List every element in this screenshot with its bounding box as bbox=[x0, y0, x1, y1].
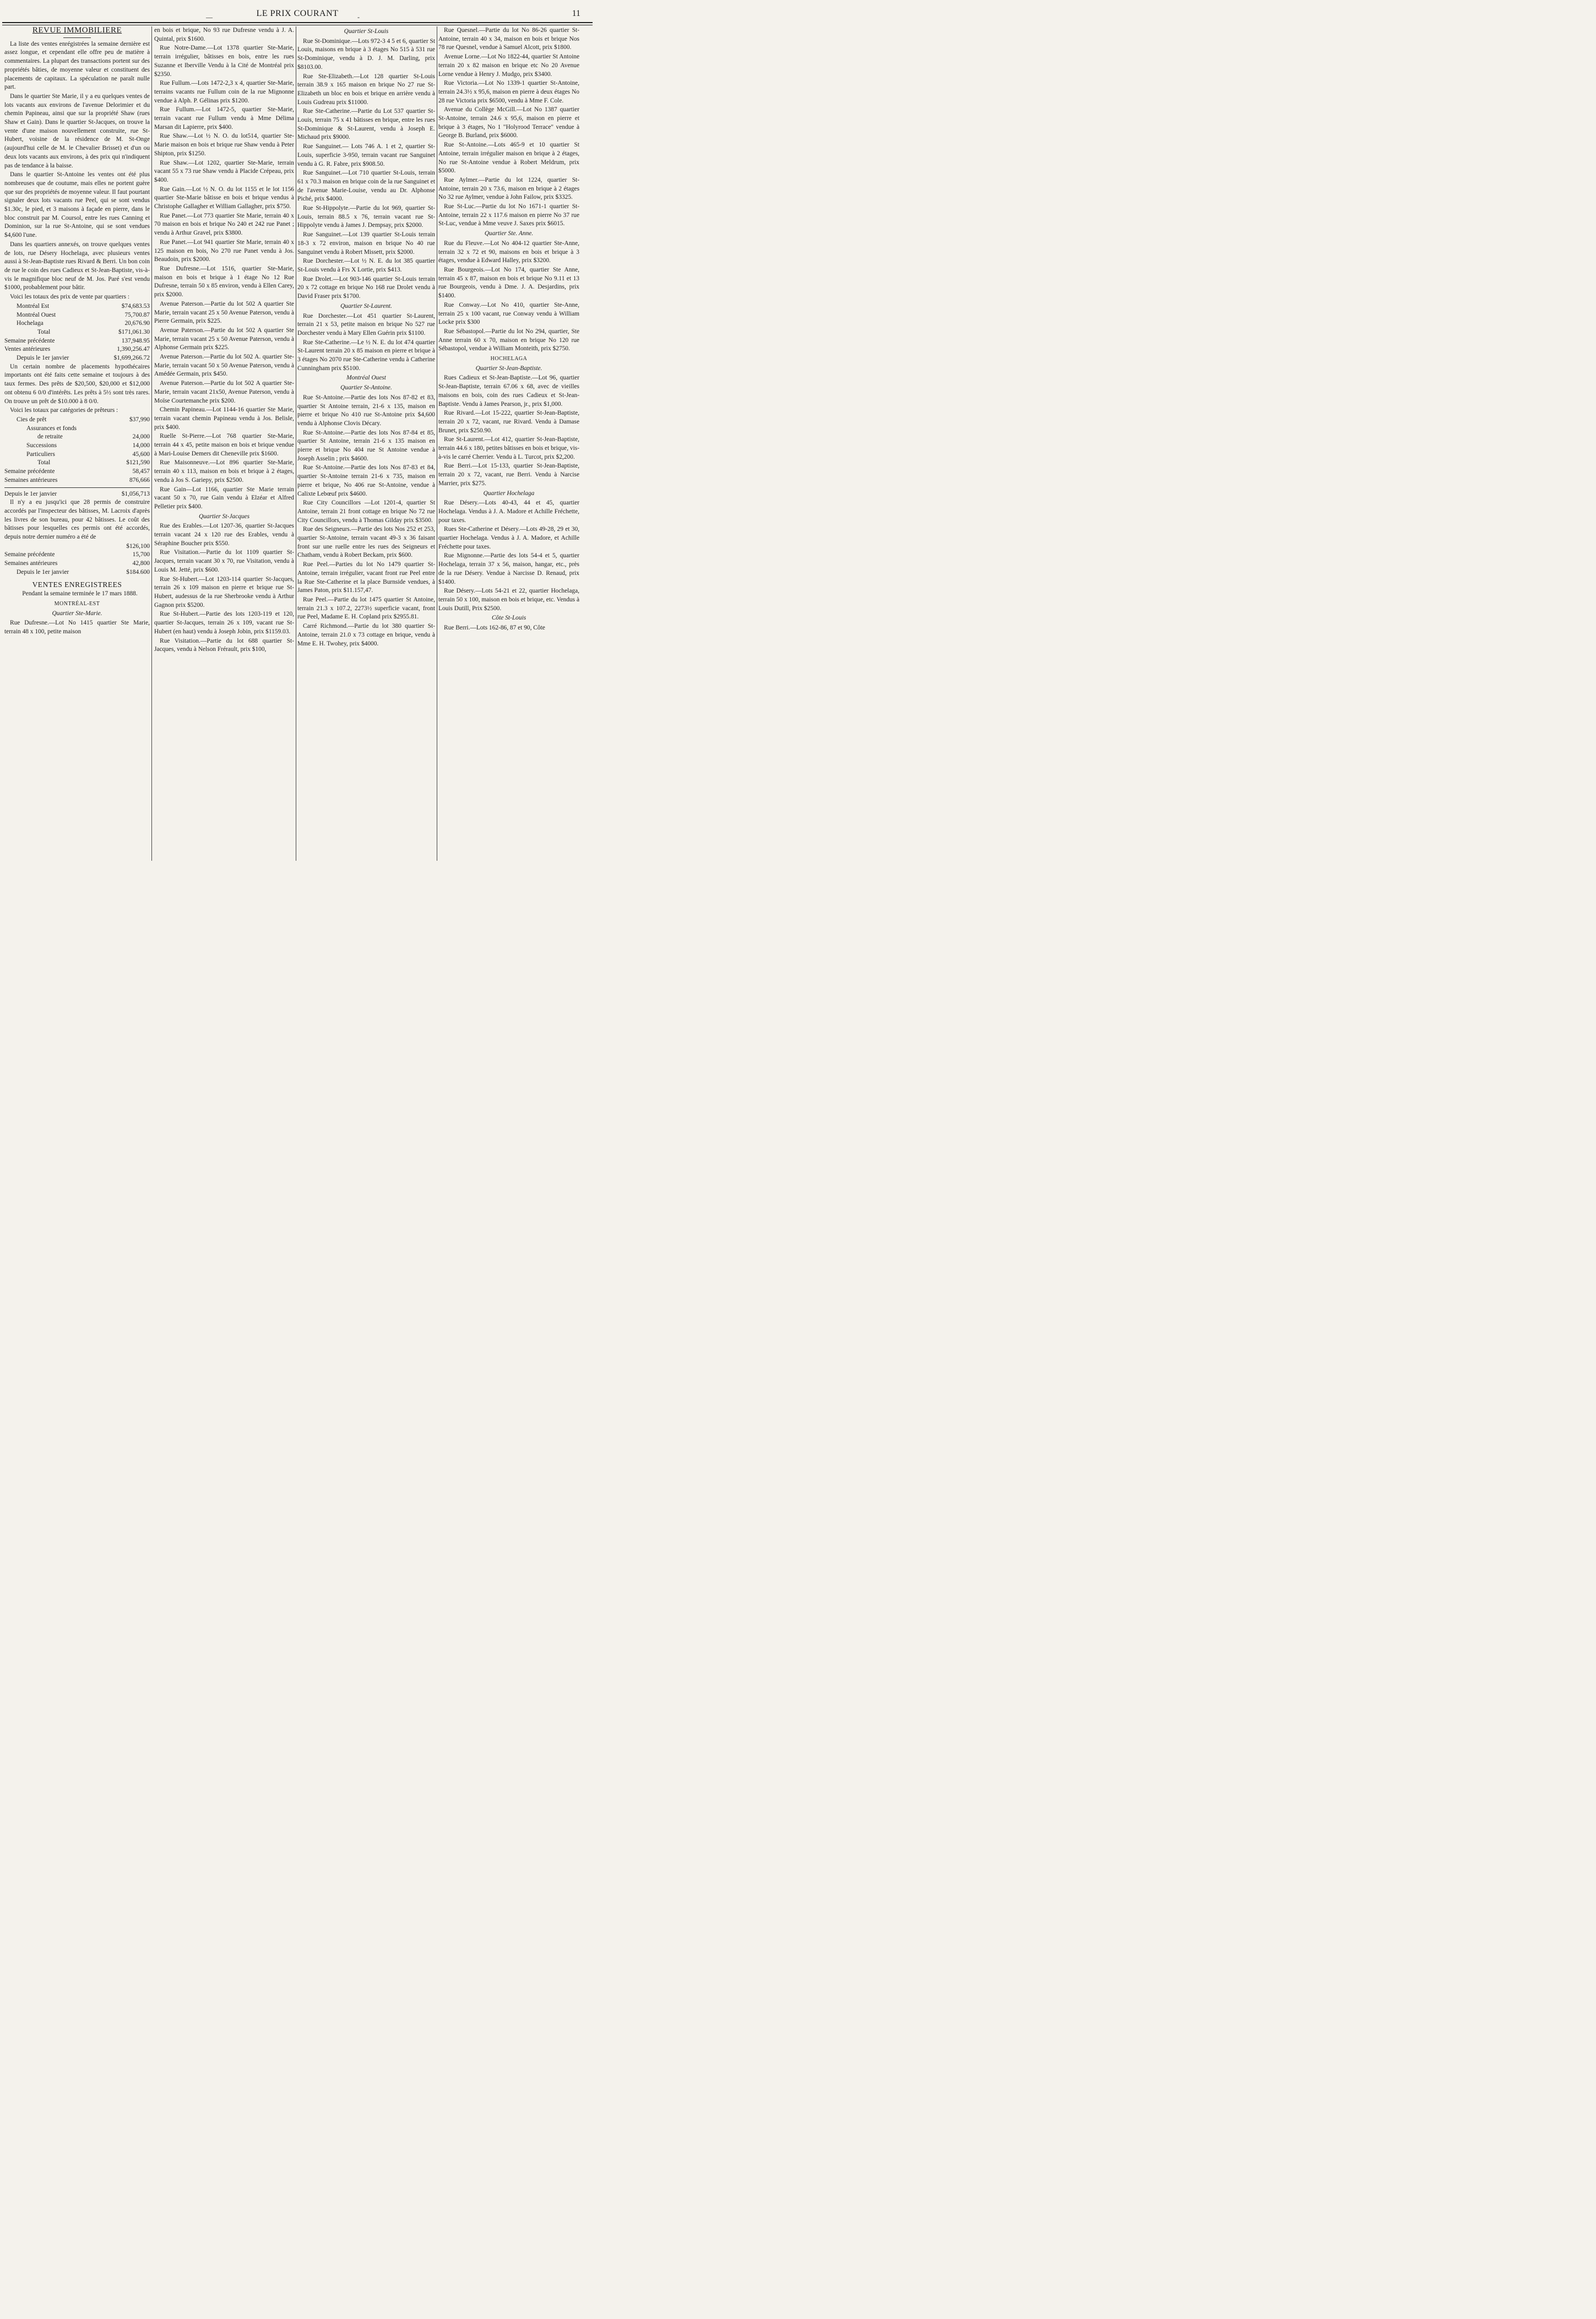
header-right-mark: - bbox=[357, 13, 360, 21]
listing-entry: Rue Conway.—Lot No 410, quartier Ste-Anne, terrain 25 x 100 vacant, rue Conway vendu à William Locke prix $300 bbox=[438, 301, 579, 326]
totals-row bbox=[4, 560, 150, 568]
paragraph: Pendant la semaine terminée le 17 mars 1888. bbox=[22, 590, 138, 598]
row-label: Semaines antérieures bbox=[4, 476, 58, 484]
paragraph: Voici les totaux des prix de vente par quartiers : bbox=[10, 294, 130, 301]
listing-entry: Rue Bourgeois.—Lot No 174, quartier Ste Anne, terrain 45 x 87, maison en bois et brique No 9.11 et 13 rue Bourgeois, vendu à Dme. J. A. Desjardins, prix $1400. bbox=[438, 266, 579, 300]
listing-entry: Avenue Paterson.—Partie du lot 502 A. quartier Ste-Marie, terrain vacant 50 x 50 Avenue Paterson, vendu à Amédée Germain, prix $450. bbox=[154, 354, 294, 378]
row-value: $1,056,713 bbox=[121, 490, 150, 497]
row-value: $121,590 bbox=[126, 459, 150, 466]
listing-entry: Rue Maisonneuve.—Lot 896 quartier Ste-Marie, terrain 40 x 113, maison en bois et brique à 2 étages, vendu à Jos S. Gariepy, prix $2500. bbox=[154, 459, 294, 484]
totals-row bbox=[4, 450, 150, 459]
listing-entry: Avenue Paterson.—Partie du lot 502 A quartier Ste-Marie, terrain vacant 21x50, Avenue Paterson, vendu à Moïse Courtemanche prix $200. bbox=[154, 380, 294, 404]
paragraph: Dans le quartier Ste Marie, il y a eu quelques ventes de lots vacants aux environs de l'avenue Delorimier et du chemin Papineau, ainsi que sur la propriété Shaw (rues Shaw et Gain). Dans le quartier St-Jacques, on trouve la vente d'une maison nouvellement construite, rue St-Hubert, voisine de la résidence de M. St-Onge (aujourd'hui celle de M. le Chevalier Brisset) et d'un ou deux lots vacants aux environs, à des prix qui n'indiquent pas de tendance à la baisse. bbox=[4, 93, 150, 169]
listing-entry: Rue Berri.—Lots 162-86, 87 et 90, Côte bbox=[444, 624, 545, 632]
listing-entry: Rue Victoria.—Lot No 1339-1 quartier St-Antoine, terrain 24.3½ x 95,6, maison en pierre à deux étages No 28 rue Victoria prix $6500, vendu à Mme F. Cole. bbox=[438, 80, 579, 104]
totals-row bbox=[4, 468, 150, 476]
listing-entry: Rue des Seigneurs.—Partie des lots Nos 252 et 253, quartier St-Antoine, terrain vacant 49-3 x 36 faisant front sur une ruelle entre les rues des Seigneurs et Chatham, vendu à Robert Beckam, prix $600. bbox=[297, 526, 435, 559]
listing-entry: Ruelle St-Pierre.—Lot 768 quartier Ste-Marie, terrain 44 x 45, petite maison en bois et brique vendue à Mari-Louise Demers dit Cheneville prix $1600. bbox=[154, 433, 294, 457]
row-label: Montréal Est bbox=[17, 302, 50, 309]
listing-entry: Rue Ste-Catherine.—Partie du Lot 537 quartier St-Louis, terrain 75 x 41 bâtisses en brique, entre les rues St-Dominique & St-Laurent, vendu à Joseph E. Michaud prix $9000. bbox=[297, 108, 435, 141]
paragraph: Dans le quartier St-Antoine les ventes ont été plus nombreuses que de coutume, mais elles ne portent guère que sur des propriétés de moyenne valeur. Il faut pourtant signaler deux lots vacants rue Peel, qui se sont vendus $1.30c, le pied, et 3 maisons à façade en pierre, dans le bloc construit par M. Coursol, entre les rues Canning et Dominion, sur la rue St-Antoine, qui se sont vendues $4,600 l'une. bbox=[4, 171, 150, 239]
listing-entry: Rue Rivard.—Lot 15-222, quartier St-Jean-Baptiste, terrain 20 x 72, vacant, rue Rivard. Vendu à Damase Brunet, prix $250.90. bbox=[438, 410, 579, 434]
listing-entry: Rue Quesnel.—Partie du lot No 86-26 quartier St-Antoine, terrain 40 x 34, maison en bois et brique Nos 78 rue Quesnel, vendue à Samuel Alcott, prix $1800. bbox=[438, 27, 579, 51]
listing-entry: Rue Ste-Elizabeth.—Lot 128 quartier St-Louis terrain 38.9 x 165 maison en brique No 27 rue St-Elizabeth un bloc en bois et brique en arrière vendu à Louis Gudreau prix $11000. bbox=[297, 73, 435, 106]
listing-entry: Rue Drolet.—Lot 903-146 quartier St-Louis terrain 20 x 72 cottage en brique No 168 rue Drolet vendu à David Fraser prix $1700. bbox=[297, 275, 435, 300]
column-2 bbox=[154, 26, 294, 861]
quartier-heading: Quartier Hochelaga bbox=[483, 490, 535, 497]
row-label: Depuis le 1er janvier bbox=[4, 490, 57, 497]
quartier-heading: Quartier Ste. Anne. bbox=[484, 230, 534, 237]
totals-row bbox=[4, 551, 150, 560]
listing-entry: Rue Gain—Lot 1166, quartier Ste Marie terrain vacant 50 x 70, rue Gain vendu à Elzéar et Alfred Pelletier prix $400. bbox=[154, 486, 294, 510]
totals-row bbox=[4, 328, 150, 337]
totals-row bbox=[4, 416, 150, 425]
row-value: $1,699,266.72 bbox=[113, 355, 150, 362]
row-label: Particuliers bbox=[26, 450, 55, 458]
column-divider bbox=[151, 26, 152, 861]
column-3 bbox=[297, 26, 435, 861]
row-value: $37,990 bbox=[129, 416, 150, 423]
listing-entry: Rue St-Antoine.—Lots 465-9 et 10 quartier St Antoine, terrain irrégulier maison en brique à 2 étages, No rue St-Antoine vendue à Robert Meldrum, prix $5000. bbox=[438, 142, 579, 175]
listing-entry: Rue Sébastopol.—Partie du lot No 294, quartier, Ste Anne terrain 60 x 70, maison en brique No 120 rue Sébastopol, vendue à William Monteith, prix $2750. bbox=[438, 328, 579, 352]
section-title: VENTES ENREGISTREES bbox=[32, 580, 122, 589]
listing-entry: Rue Désery.—Lots 54-21 et 22, quartier Hochelaga, terrain 50 x 100, maison en bois et brique, etc. Vendus à Louis Dutill, Prix $2500. bbox=[438, 588, 579, 612]
quartier-heading: Quartier Ste-Marie. bbox=[52, 610, 102, 617]
totals-row bbox=[4, 345, 150, 354]
listing-entry: Rue Visitation.—Partie du lot 688 quartier St-Jacques, vendu à Nelson Frérault, prix $100, bbox=[154, 637, 294, 653]
row-label: Successions bbox=[26, 442, 57, 449]
listing-entry: Avenue du Collège McGill.—Lot No 1387 quartier St-Antoine, terrain 24.6 x 95,6, maison en pierre et brique à 3 étages, No 1 "Holyrood Terrace" vendue à George B. Burland, prix $6000. bbox=[438, 106, 579, 139]
row-label: de retraite bbox=[37, 433, 63, 441]
listing-entry: Rue Fullum.—Lot 1472-5, quartier Ste-Marie, terrain vacant rue Fullum vendu à Mme Délima Marsan dit Lapierre, prix $400. bbox=[154, 106, 294, 131]
publication-title: LE PRIX COURANT bbox=[256, 9, 339, 18]
paragraph: Voici les totaux par catégories de prêteurs : bbox=[10, 407, 118, 414]
column-1 bbox=[4, 26, 150, 861]
listing-entry: Avenue Paterson.—Partie du lot 502 A quartier Ste Marie, terrain vacant 25 x 50 Avenue Paterson, vendu à Alphonse Germain prix $225. bbox=[154, 327, 294, 351]
listing-entry: Rue Shaw.—Lot 1202, quartier Ste-Marie, terrain vacant 55 x 73 rue Shaw vendu à Placide Crépeau, prix $400. bbox=[154, 159, 294, 183]
totals-row bbox=[4, 319, 150, 328]
row-value: 876,666 bbox=[129, 476, 150, 484]
totals-row bbox=[4, 476, 150, 485]
divider bbox=[4, 487, 150, 488]
paragraph: Il n'y a eu jusqu'ici que 28 permis de construire accordés par l'inspecteur des bâtisses, M. Lacroix d'après les livres de son bureau, pour 42 bâtisses. Le coût des bâtisses pour lesquelles ces permis ont été accordés, depuis notre dernier numéro a été de bbox=[4, 499, 150, 541]
quartier-heading: Quartier St-Jacques bbox=[198, 513, 250, 520]
row-label: Semaine précédente bbox=[4, 468, 55, 475]
row-label: Total bbox=[37, 459, 51, 466]
listing-entry: Rue Panet.—Lot 941 quartier Ste Marie, terrain 40 x 125 maison en bois, No 270 rue Panet vendu à Jos. Beaudoin, prix $2000. bbox=[154, 238, 294, 263]
district-heading: HOCHELAGA bbox=[490, 356, 528, 362]
page-number: 11 bbox=[572, 9, 580, 18]
listing-entry: Rue St-Antoine.—Partie des lots Nos 87-82 et 83, quartier St Antoine terrain, 21-6 x 135, maison en pierre et brique No 410 rue St-Antoine prix $4,600 vendu à Alphonse Clovis Décary. bbox=[297, 394, 435, 427]
listing-entry: Rue Gain.—Lot ½ N. O. du lot 1155 et le lot 1156 quartier Ste-Marie bâtisse en bois et brique vendus à Christophe Gallagher et William Gallagher, prix $750. bbox=[154, 186, 294, 210]
listing-entry: Rue St-Dominique.—Lots 972-3 4 5 et 6, quartier St Louis, maisons en brique à 3 étages No 515 à 531 rue St-Dominique, vendu à D. J. M. Darling, prix $8103.00. bbox=[297, 37, 435, 70]
listing-entry: Rue St-Hubert.—Partie des lots 1203-119 et 120, quartier St-Jacques, terrain 26 x 109, vacant rue St-Hubert (en haut) vendu à Joseph Jobin, prix $1159.03. bbox=[154, 611, 294, 635]
quartier-heading: Côte St-Louis bbox=[491, 615, 526, 622]
listing-entry: Rue Peel.—Parties du lot No 1479 quartier St-Antoine, terrain irrégulier, vacant front rue Peel entre la Rue Ste-Catherine et la place Burnside vendues, à James Paton, prix $11.157,47. bbox=[297, 561, 435, 594]
row-label: Hochelaga bbox=[17, 320, 44, 327]
listing-entry: Rue Fullum.—Lots 1472-2,3 x 4, quartier Ste-Marie, terrains vacants rue Fullum coin de la rue Mignonne vendue à Alph. P. Gélinas prix $1200. bbox=[154, 80, 294, 104]
row-value: 42,800 bbox=[132, 560, 150, 567]
listing-entry: Avenue Lorne.—Lot No 1822-44, quartier St Antoine terrain 20 x 82 maison en brique etc No 20 Avenue Lorne vendue à Henry J. Mudgo, prix $3400. bbox=[438, 53, 579, 78]
listing-entry: Rue Ste-Catherine.—Le ½ N. E. du lot 474 quartier St-Laurent terrain 20 x 85 maison en pierre et brique à 3 étages No 2070 rue Ste-Catherine vendu à Catherine Cunningham prix $5100. bbox=[297, 339, 435, 372]
row-label: Depuis le 1er janvier bbox=[17, 355, 69, 362]
header-left-mark: — bbox=[206, 13, 213, 21]
row-value: 20,676.90 bbox=[124, 320, 150, 327]
row-label: Semaine précédente bbox=[4, 551, 55, 558]
quartier-heading: Quartier St-Laurent. bbox=[340, 302, 392, 309]
row-label: Montréal Ouest bbox=[17, 311, 56, 318]
page-header bbox=[2, 8, 593, 23]
listing-entry: Rue Dufresne.—Lot No 1415 quartier Ste Marie, terrain 48 x 100, petite maison bbox=[4, 620, 150, 636]
paragraph: Dans les quartiers annexés, on trouve quelques ventes de lots, rue Désery Hochelaga, avec plusieurs ventes aussi à St-Jean-Baptiste rues Rivard & Berri. Un bon coin de rue le coin des rues Cadieux et St-Jean-Baptiste, vis-à-vis le magnifique bloc neuf de M. Jos. Paré s'est vendu $1000, probablement pour bâtir. bbox=[4, 241, 150, 291]
totals-row bbox=[4, 542, 150, 551]
listing-entry: Rues Cadieux et St-Jean-Baptiste.—Lot 96, quartier St-Jean-Baptiste, terrain 67.06 x 68, avec de vieilles maisons en bois, coin des rues Cadieux et St-Jean-Baptiste. Vendu à James Pearson, jr., prix $1,000. bbox=[438, 374, 579, 408]
listing-entry: en bois et brique, No 93 rue Dufresne vendu à J. A. Quintal, prix $1600. bbox=[154, 27, 294, 42]
totals-row bbox=[4, 311, 150, 320]
listing-entry: Rue Sanguinet.— Lots 746 A. 1 et 2, quartier St-Louis, superficie 3-950, terrain vacant rue Sanguinet vendu à G. R. Fabre, prix $908.50. bbox=[297, 143, 435, 167]
listing-entry: Rue St-Antoine.—Partie des lots Nos 87-84 et 85, quartier St Antoine, terrain 21-6 x 135 maison en pierre et brique No 404 rue St Antoine vendue à Joseph Asselin ; prix $4600. bbox=[297, 429, 435, 462]
paragraph: Un certain nombre de placements hypothécaires importants ont été faits cette semaine et toujours à des taux fermes. Des prêts de $20,500, $20,000 et $12,000 ont obtenu 6 0/0 d'intérêts. Les prêts à 5½ sont très rares. On trouve un prêt de $10.000 à 8 0/0. bbox=[4, 363, 150, 405]
listing-entry: Rue St-Luc.—Partie du lot No 1671-1 quartier St-Antoine, terrain 22 x 117.6 maison en pierre No 37 rue St-Luc, vendue à Mme veuve J. Saxes prix $6015. bbox=[438, 203, 579, 227]
listing-entry: Rue St-Hippolyte.—Partie du lot 969, quartier St-Louis, terrain 88.5 x 76, terrain vacant rue St-Hippolyte vendu à James J. Dempsay, prix $2000. bbox=[297, 205, 435, 229]
totals-row bbox=[4, 337, 150, 346]
newspaper-page bbox=[0, 0, 595, 864]
row-value: $171,061.30 bbox=[118, 328, 150, 335]
totals-row bbox=[4, 490, 150, 499]
row-label: Total bbox=[37, 328, 51, 335]
totals-row bbox=[4, 302, 150, 311]
row-value: 58,457 bbox=[132, 468, 150, 475]
listing-entry: Rue St-Antoine.—Partie des lots Nos 87-83 et 84, quartier St-Antoine terrain 21-6 x 735, maison en pierre et brique, No 406 rue St-Antoine, vendue à Calixte Lebœuf prix $4600. bbox=[297, 464, 435, 497]
listing-entry: Rues Ste-Catherine et Désery.—Lots 49-28, 29 et 30, quartier Hochelaga. Vendus à J. A. Madore, et Achille Fréchette pour taxes. bbox=[438, 526, 579, 550]
row-value: 1,390,256.47 bbox=[117, 346, 150, 353]
listing-entry: Rue Berri.—Lot 15-133, quartier St-Jean-Baptiste, terrain 20 x 72, vacant, rue Berri. Vendu à Narcise Marrier, prix $275. bbox=[438, 463, 579, 487]
row-label: Cies de prêt bbox=[17, 416, 47, 423]
listing-entry: Rue Visitation.—Partie du lot 1109 quartier St-Jacques, terrain vacant 30 x 70, rue Visitation, vendu à Louis M. Jetté, prix $600. bbox=[154, 549, 294, 573]
totals-row bbox=[4, 442, 150, 450]
paragraph: La liste des ventes enrégistrées la semaine dernière est assez longue, et cependant elle offre peu de matière à commentaires. La plupart des transactions portent sur des propriétés bâties, de moyenne valeur et constituent des placements de capitaux. La spéculation ne paraît nulle part. bbox=[4, 40, 150, 91]
totals-row bbox=[4, 354, 150, 363]
listing-entry: Rue des Erables.—Lot 1207-36, quartier St-Jacques terrain vacant 24 x 120 rue des Erables, vendu à Séraphine Boucher prix $550. bbox=[154, 523, 294, 547]
row-value: $184.600 bbox=[126, 568, 150, 575]
row-value: 15,700 bbox=[132, 551, 150, 558]
row-value: 45,600 bbox=[132, 450, 150, 458]
quartier-heading: Quartier St-Antoine. bbox=[340, 384, 392, 392]
row-label: Ventes antérieures bbox=[4, 346, 51, 353]
column-4 bbox=[438, 26, 579, 861]
listing-entry: Rue St-Hubert.—Lot 1203-114 quartier St-Jacques, terrain 26 x 109 maison en pierre et brique rue St-Hubert, audessus de la rue Sherbrooke vendu à Arthur Gagnon prix $5200. bbox=[154, 575, 294, 609]
listing-entry: Chemin Papineau.—Lot 1144-16 quartier Ste Marie, terrain vacant chemin Papineau vendu à Jos. Belisle, prix $400. bbox=[154, 406, 294, 431]
listing-entry: Rue Dorchester.—Lot ½ N. E. du lot 385 quartier St-Louis vendu à Frs X Lortie, prix $413. bbox=[297, 258, 435, 273]
row-label: Semaine précédente bbox=[4, 337, 55, 344]
title-rule bbox=[63, 37, 91, 38]
row-value: 137,948.95 bbox=[121, 337, 150, 344]
listing-entry: Rue Mignonne.—Partie des lots 54-4 et 5, quartier Hochelaga, terrain 37 x 56, maison, hangar, etc., près de la rue Désery. Vendue à Narcisse D. Renaud, prix $1400. bbox=[438, 552, 579, 585]
totals-row bbox=[4, 568, 150, 577]
listing-entry: Rue Aylmer.—Partie du lot 1224, quartier St-Antoine, terrain 20 x 73.6, maison en brique à 2 étages No 32 rue Aylmer, vendue à John Failow, prix $3325. bbox=[438, 176, 579, 201]
row-value: 14,000 bbox=[132, 442, 150, 449]
district-heading: Montréal Ouest bbox=[346, 374, 386, 382]
listing-entry: Carré Richmond.—Partie du lot 380 quartier St-Antoine, terrain 21.0 x 73 cottage en brique, vendu à Mme E. H. Twohey, prix $4000. bbox=[297, 623, 435, 647]
listing-entry: Avenue Paterson.—Partie du lot 502 A quartier Ste Marie, terrain vacant 25 x 50 Avenue Paterson, vendu à Pierre Germain, prix $225. bbox=[154, 300, 294, 325]
listing-entry: Rue St-Laurent.—Lot 412, quartier St-Jean-Baptiste, terrain 44.6 x 180, petites bâtisses en bois et brique, vis-à-vis le carré Cherrier. Vendu à L. Turcot, prix $2,200. bbox=[438, 436, 579, 460]
quartier-heading: Quartier St-Jean-Baptiste. bbox=[475, 365, 542, 372]
row-label: Assurances et fonds bbox=[26, 425, 77, 432]
row-value: $126,100 bbox=[126, 542, 150, 550]
totals-row bbox=[4, 459, 150, 468]
district-heading: MONTRÉAL-EST bbox=[54, 601, 100, 607]
listing-entry: Rue Désery.—Lots 40-43, 44 et 45, quartier Hochelaga. Vendus à J. A. Madore et Achille Fréchette, pour taxes. bbox=[438, 499, 579, 524]
listing-entry: Rue Sanguinet.—Lot 139 quartier St-Louis terrain 18-3 x 72 environ, maison en brique No 40 rue Sanguinet vendu à Robert Missett, prix $2000. bbox=[297, 231, 435, 256]
row-value: $74,683.53 bbox=[121, 302, 150, 309]
row-label: Semaines antérieures bbox=[4, 560, 58, 567]
listing-entry: Rue Peel.—Partie du lot 1475 quartier St Antoine, terrain 21.3 x 107.2, 2273½ superficie vacant, front rue Peel, Madame E. H. Copland prix $2955.81. bbox=[297, 596, 435, 621]
totals-row bbox=[4, 433, 150, 442]
quartier-heading: Quartier St-Louis bbox=[344, 28, 389, 35]
listing-entry: Rue Notre-Dame.—Lot 1378 quartier Ste-Marie, terrain irrégulier, bâtisses en bois, entre les rues Suzanne et Iberville Vendu à la Cité de Montréal prix $2350. bbox=[154, 45, 294, 78]
row-value: 75,700.87 bbox=[124, 311, 150, 318]
section-title: REVUE IMMOBILIERE bbox=[32, 26, 122, 35]
listing-entry: Rue Shaw.—Lot ½ N. O. du lot514, quartier Ste-Marie maison en bois et brique rue Shaw vendu à Peter Shipton, prix $1250. bbox=[154, 133, 294, 157]
listing-entry: Rue City Councillors —Lot 1201-4, quartier St Antoine, terrain 21 front cottage en brique No 72 rue City Councillors, vendu à Thomas Gilday prix $3500. bbox=[297, 499, 435, 524]
listing-entry: Rue Dufresne.—Lot 1516, quartier Ste-Marie, maison en bois et brique à 1 étage No 12 Rue Dufresne, terrain 50 x 85 environ, vendu à Ellen Carey, prix $2000. bbox=[154, 265, 294, 298]
totals-row bbox=[4, 425, 150, 433]
row-value: 24,000 bbox=[132, 433, 150, 441]
listing-entry: Rue Sanguinet.—Lot 710 quartier St-Louis, terrain 61 x 70.3 maison en brique coin de la rue Sanguinet et de l'avenue Marie-Louise, vendu au Dr. Alphonse Piché, prix $4000. bbox=[297, 170, 435, 203]
listing-entry: Rue du Fleuve.—Lot No 404-12 quartier Ste-Anne, terrain 32 x 72 et 90, maisons en bois et brique à 3 étages, vendue à Edward Halley, prix $3200. bbox=[438, 240, 579, 264]
row-label: Depuis le 1er janvier bbox=[17, 568, 69, 575]
listing-entry: Rue Panet.—Lot 773 quartier Ste Marie, terrain 40 x 70 maison en bois et brique No 240 et 242 rue Panet ; vendu à Arthur Gravel, prix $3800. bbox=[154, 212, 294, 237]
listing-entry: Rue Dorchester.—Lot 451 quartier St-Laurent, terrain 21 x 53, petite maison en brique No 527 rue Dorchester vendu à Mary Ellen Guérin prix $1100. bbox=[297, 312, 435, 336]
